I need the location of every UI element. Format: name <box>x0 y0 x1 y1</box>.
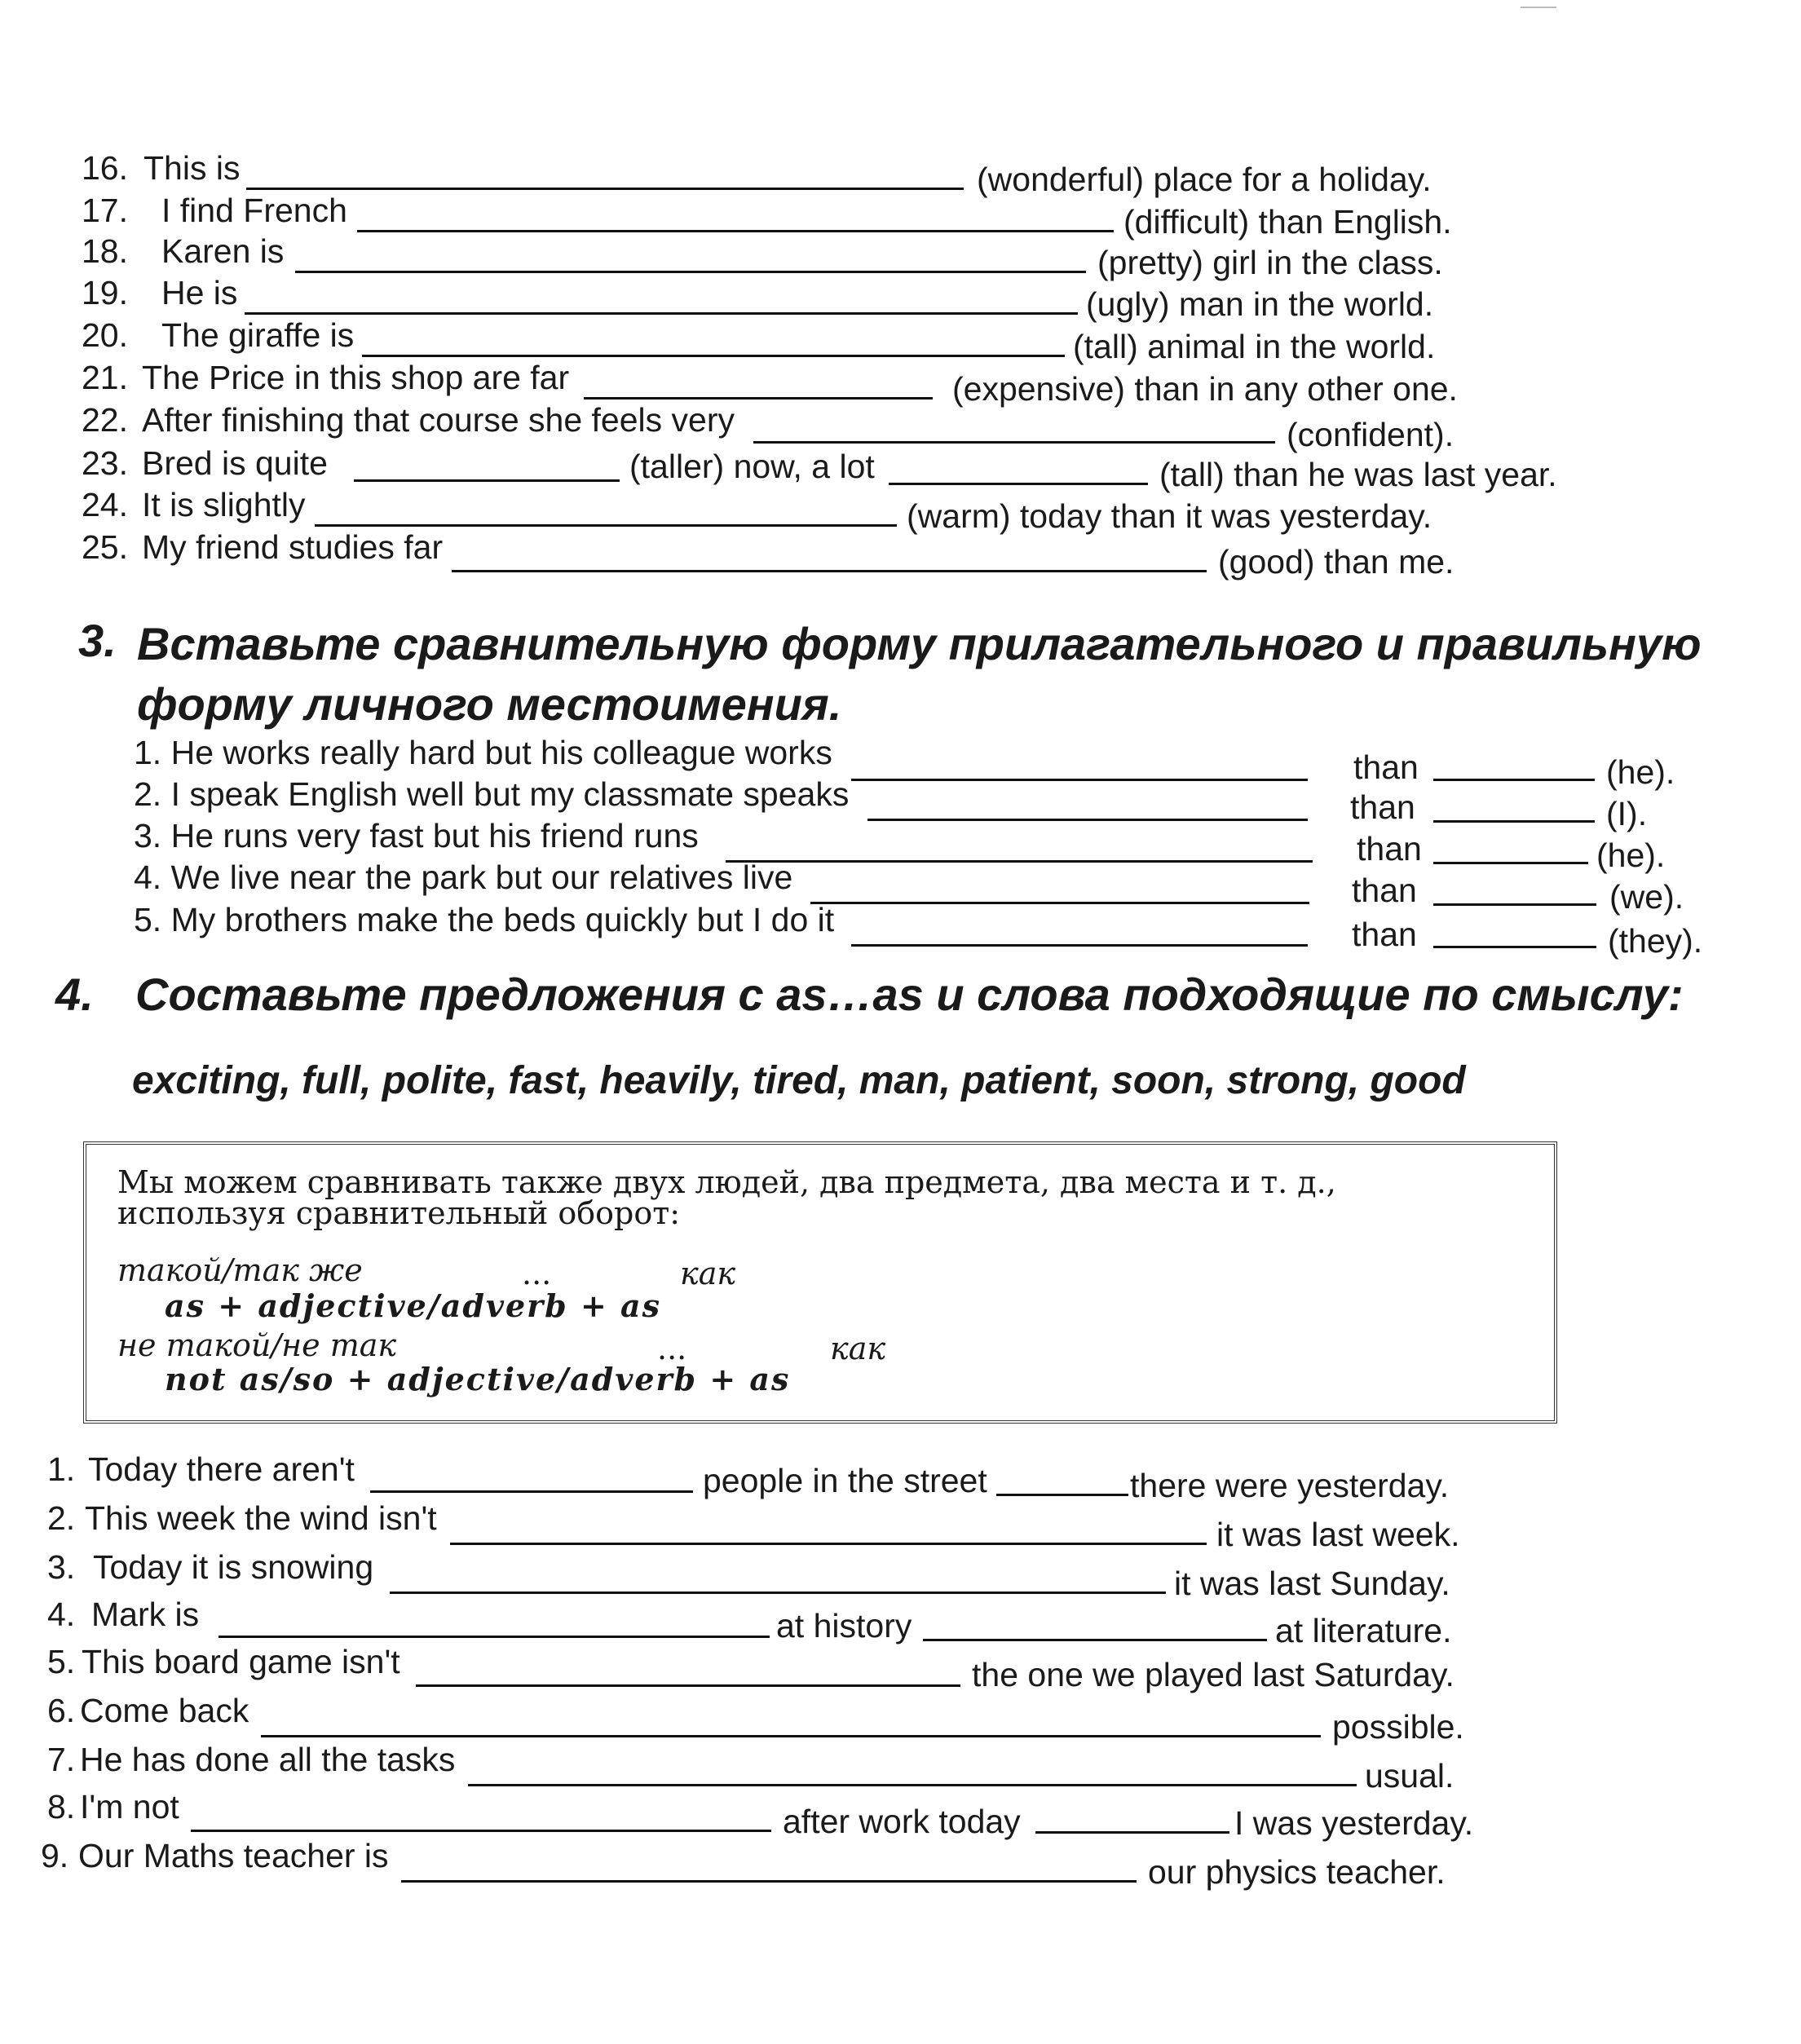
item-number: 24. <box>82 486 128 523</box>
item-text-after: at literature. <box>1275 1612 1452 1649</box>
item-text: 5. My brothers make the beds quickly but I do it <box>134 901 835 938</box>
item-text-after: (good) than me. <box>1218 543 1454 581</box>
item-text-before: Today it is snowing <box>93 1548 374 1586</box>
item-number: 5. <box>47 1643 76 1680</box>
list-item <box>82 312 1468 365</box>
item-text-before: Karen is <box>161 232 285 270</box>
item-text: 1. He works really hard but his colleague works <box>134 734 832 771</box>
list-item <box>82 188 1468 241</box>
than-word: than <box>1350 788 1415 826</box>
list-item <box>41 1833 1590 1891</box>
item-number: 17. <box>82 192 128 229</box>
item-text-before: I'm not <box>80 1788 179 1825</box>
pronoun-hint: (he). <box>1596 837 1666 874</box>
item-text-before: After finishing that course she feels very <box>142 401 735 439</box>
rule-ellipsis: ... <box>522 1256 552 1291</box>
list-item <box>82 397 1468 453</box>
item-number: 2. <box>47 1499 76 1537</box>
answer-blank[interactable] <box>219 1636 770 1638</box>
item-text-after: usual. <box>1365 1757 1454 1795</box>
item-text-after: (tall) than he was last year. <box>1159 456 1557 493</box>
list-item <box>82 355 1468 408</box>
item-number: 9. <box>41 1837 69 1874</box>
item-text-before: The Price in this shop are far <box>142 359 570 396</box>
pronoun-hint: (I). <box>1606 795 1648 832</box>
section-number: 4. <box>55 969 94 1020</box>
word-bank: exciting, full, polite, fast, heavily, tired, man, patient, soon, strong, good <box>132 1059 1466 1102</box>
than-word: than <box>1357 830 1422 867</box>
item-text: 4. We live near the park but our relatives live <box>134 859 793 896</box>
rule-en-pattern: as + adjective/adverb + as <box>165 1287 662 1324</box>
rule-ru-pattern: такой/так же <box>117 1252 363 1288</box>
item-number: 22. <box>82 401 128 439</box>
list-item <box>47 1544 1596 1602</box>
item-text-after: it was last Sunday. <box>1174 1565 1450 1602</box>
list-item <box>134 897 1724 960</box>
item-text-after: it was last week. <box>1216 1516 1460 1553</box>
answer-blank[interactable] <box>416 1684 960 1687</box>
item-text-before: My friend studies far <box>142 528 444 566</box>
item-text-before: Today there aren't <box>88 1450 355 1488</box>
grammar-rule-box <box>83 1141 1557 1424</box>
item-number: 6. <box>47 1692 76 1729</box>
pronoun-hint: (we). <box>1609 878 1684 916</box>
item-text-before: This is <box>143 149 241 187</box>
list-item <box>47 1784 1596 1842</box>
answer-blank[interactable] <box>851 944 1308 947</box>
section-number: 3. <box>78 615 117 666</box>
item-text-before: This week the wind isn't <box>85 1499 437 1537</box>
item-text-before: He is <box>161 274 238 311</box>
list-item <box>82 482 1468 535</box>
item-text-before: He has done all the tasks <box>80 1741 456 1778</box>
item-text-after: the one we played last Saturday. <box>972 1656 1454 1693</box>
rule-en-pattern: not as/so + adjective/adverb + as <box>165 1361 791 1397</box>
item-text-before: Come back <box>80 1692 249 1729</box>
list-item <box>82 270 1468 323</box>
item-number: 16. <box>82 149 128 187</box>
scan-mark <box>1521 7 1556 8</box>
item-number: 7. <box>47 1741 76 1778</box>
item-text-after: our physics teacher. <box>1148 1853 1446 1891</box>
item-text-after: (pretty) girl in the class. <box>1097 244 1443 281</box>
item-text-before: I find French <box>161 192 347 229</box>
item-text-before: Our Maths teacher is <box>78 1837 389 1874</box>
item-text-after: (ugly) man in the world. <box>1086 285 1434 323</box>
list-item <box>82 228 1468 281</box>
item-text-after: (expensive) than in any other one. <box>952 370 1458 408</box>
rule-text: используя сравнительный оборот: <box>117 1195 681 1231</box>
item-text-after: (confident). <box>1287 416 1454 453</box>
list-item <box>47 1446 1596 1504</box>
list-item <box>47 1639 1596 1693</box>
list-item <box>47 1591 1596 1649</box>
item-text-before: Bred is quite <box>142 444 328 482</box>
section-title-cont: форму личного местоимения. <box>137 678 842 730</box>
item-number: 25. <box>82 528 128 566</box>
item-text: 2. I speak English well but my classmate speaks <box>134 775 850 813</box>
section-title: Вставьте сравнительную форму прилагательного и правильную <box>137 618 1702 669</box>
answer-blank[interactable] <box>452 570 1207 572</box>
list-item <box>134 854 1724 916</box>
section-title: Составьте предложения с as…as и слова подходящие по смыслу: <box>135 969 1684 1020</box>
list-item <box>47 1688 1596 1746</box>
answer-blank[interactable] <box>370 1490 693 1493</box>
item-number: 19. <box>82 274 128 311</box>
list-item <box>134 771 1724 832</box>
list-item <box>82 145 1468 198</box>
item-text-before: This board game isn't <box>82 1643 400 1680</box>
item-number: 8. <box>47 1788 76 1825</box>
item-text-after: (warm) today than it was yesterday. <box>907 497 1432 535</box>
item-number: 18. <box>82 232 128 270</box>
item-number: 3. <box>47 1548 76 1586</box>
item-text-after: (difficult) than English. <box>1123 203 1452 241</box>
list-item <box>47 1495 1596 1553</box>
pronoun-blank[interactable] <box>1433 946 1596 948</box>
item-number: 23. <box>82 444 128 482</box>
list-item <box>134 813 1724 874</box>
than-word: than <box>1352 916 1417 953</box>
item-number: 1. <box>47 1450 76 1488</box>
item-text-after: (tall) animal in the world. <box>1073 328 1436 365</box>
answer-blank[interactable] <box>191 1830 771 1832</box>
item-number: 4. <box>47 1596 76 1633</box>
item-text-mid: people in the street <box>703 1462 987 1499</box>
item-text-after: (wonderful) place for a holiday. <box>977 161 1432 198</box>
rule-text: Мы можем сравнивать также двух людей, два предмета, два места и т. д., <box>117 1164 1336 1200</box>
item-text: 3. He runs very fast but his friend runs <box>134 817 699 854</box>
rule-ru-kak: как <box>830 1331 886 1366</box>
item-text-before: Mark is <box>91 1596 200 1633</box>
item-number: 21. <box>82 359 128 396</box>
list-item <box>82 440 1598 493</box>
item-text-mid: at history <box>776 1607 912 1644</box>
item-text-before: The giraffe is <box>161 316 355 354</box>
item-text-after: possible. <box>1332 1708 1464 1746</box>
rule-ellipsis: ... <box>657 1331 687 1366</box>
item-text-after: there were yesterday. <box>1130 1467 1450 1504</box>
item-text-mid: (taller) now, a lot <box>629 448 875 485</box>
rule-ru-kak: как <box>680 1256 736 1291</box>
item-text-mid: after work today <box>783 1803 1021 1840</box>
answer-blank[interactable] <box>401 1880 1137 1883</box>
rule-ru-pattern: не такой/не так <box>117 1327 397 1363</box>
pronoun-hint: (they). <box>1608 922 1703 960</box>
item-text-after: I was yesterday. <box>1234 1804 1474 1842</box>
pronoun-hint: (he). <box>1606 753 1675 791</box>
list-item <box>134 730 1724 791</box>
than-word: than <box>1352 872 1417 909</box>
list-item <box>47 1737 1596 1795</box>
item-number: 20. <box>82 316 128 354</box>
than-word: than <box>1353 748 1419 786</box>
item-text-before: It is slightly <box>142 486 306 523</box>
list-item <box>82 524 1468 581</box>
